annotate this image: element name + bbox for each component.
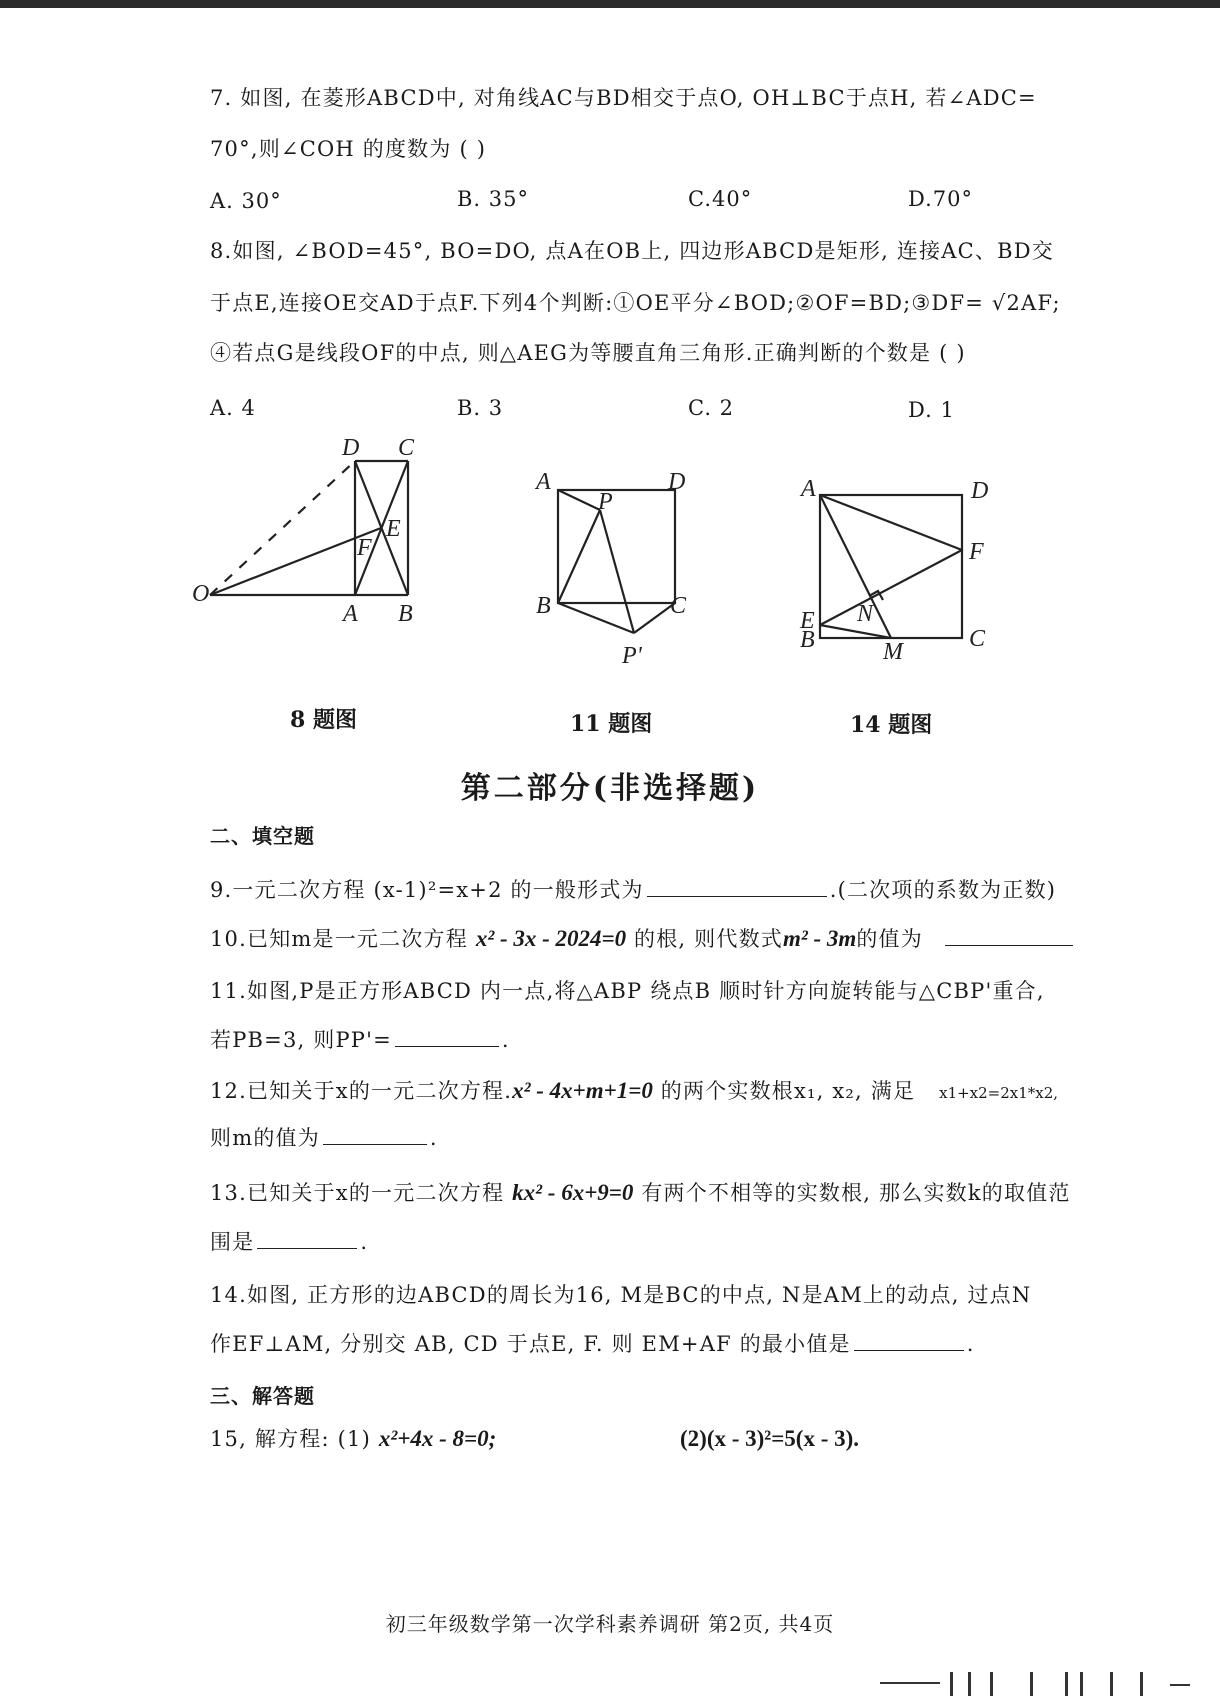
fig11-line-bp — [558, 510, 600, 603]
fig8-label-f: F — [357, 535, 372, 561]
q8-option-a: A. 4 — [210, 396, 256, 420]
page-footer: 初三年级数学第一次学科素养调研 第2页, 共4页 — [385, 1612, 835, 1636]
fig11-label-c: C — [670, 593, 687, 619]
fig8-label-e: E — [386, 516, 401, 542]
fig14-square-abcd — [820, 495, 962, 638]
q11-line2-suffix: . — [501, 1028, 510, 1052]
fig11-label-d: D — [668, 469, 686, 495]
fig8-label-c: C — [398, 435, 415, 461]
q12-prefix: 12.已知关于x的一元二次方程. — [210, 1079, 513, 1103]
q12-equation: x² - 4x+m+1=0 — [512, 1078, 653, 1103]
fig14-line-ef — [820, 550, 962, 625]
scan-mark — [1030, 1672, 1033, 1696]
scan-mark — [1110, 1672, 1113, 1696]
scan-mark — [950, 1672, 953, 1696]
fig11-label-p-prime: P' — [622, 643, 642, 669]
q11-line2 — [210, 1024, 510, 1055]
section-solve: 三、解答题 — [210, 1384, 315, 1408]
q8-option-b: B. 3 — [457, 396, 504, 420]
q10-line — [210, 923, 1076, 954]
q12-line2-suffix: . — [429, 1126, 438, 1150]
q8-line3: ④若点G是线段OF的中点, 则△AEG为等腰直角三角形.正确判断的个数是 ( ) — [210, 341, 966, 365]
q7-option-d: D.70° — [908, 187, 973, 211]
q10-equation: x² - 3x - 2024=0 — [475, 926, 627, 951]
q14-answer-blank[interactable] — [854, 1328, 964, 1351]
q12-answer-blank[interactable] — [323, 1122, 427, 1145]
q11-line1: 11.如图,P是正方形ABCD 内一点,将△ABP 绕点B 顺时针方向旋转能与△CBP'重合, — [210, 979, 1045, 1003]
top-border — [0, 0, 1220, 8]
fig11-label-a: A — [536, 469, 551, 495]
section-fill-in: 二、填空题 — [210, 824, 315, 848]
fig8-label-d: D — [342, 435, 360, 461]
q15-prefix: 15, 解方程: (1) — [210, 1427, 371, 1451]
figure-14 — [795, 475, 1005, 665]
q7-option-b: B. 35° — [457, 187, 530, 211]
q11-line2-prefix: 若PB=3, 则PP'= — [210, 1028, 392, 1052]
part2-title: 第二部分(非选择题) — [460, 771, 760, 806]
q7-option-c: C.40° — [688, 187, 753, 211]
scan-mark — [880, 1682, 940, 1684]
q14-line2-prefix: 作EF⊥AM, 分别交 AB, CD 于点E, F. 则 EM+AF 的最小值是 — [210, 1332, 851, 1356]
q13-suffix: 有两个不相等的实数根, 那么实数k的取值范 — [641, 1181, 1071, 1205]
fig8-line-od — [210, 461, 355, 595]
figure-11-caption: 11 题图 — [570, 711, 653, 737]
q8-line2: 于点E,连接OE交AD于点F.下列4个判断:①OE平分∠BOD;②OF=BD;③DF= √2AF; — [210, 291, 1061, 315]
q14-line1: 14.如图, 正方形的边ABCD的周长为16, M是BC的中点, N是AM上的动点, 过点N — [210, 1283, 1032, 1307]
fig14-line-am — [820, 495, 891, 638]
q9-suffix: .(二次项的系数为正数) — [829, 878, 1057, 902]
fig8-label-a: A — [343, 601, 358, 627]
fig14-label-e: E — [800, 608, 815, 634]
figure-8 — [190, 435, 440, 635]
fig11-line-pp — [600, 510, 634, 633]
q10-suffix: 的值为 — [856, 927, 923, 951]
q12-line2-prefix: 则m的值为 — [210, 1126, 320, 1150]
fig11-square-abcd — [558, 490, 675, 603]
q15-equation-1: x²+4x - 8=0; — [378, 1426, 497, 1451]
fig14-line-em — [820, 625, 891, 638]
fig14-label-c: C — [969, 626, 986, 652]
q12-condition: x1+x2=2x1*x2, — [939, 1084, 1059, 1102]
q11-answer-blank[interactable] — [395, 1024, 499, 1047]
q12-line2 — [210, 1122, 438, 1153]
q14-line2 — [210, 1328, 975, 1359]
q12-middle: 的两个实数根x₁, x₂, 满足 — [660, 1079, 916, 1103]
scan-mark — [1080, 1672, 1083, 1696]
q10-prefix: 10.已知m是一元二次方程 — [210, 927, 468, 951]
fig14-label-d: D — [971, 478, 989, 504]
fig8-label-b: B — [398, 601, 413, 627]
fig14-label-f: F — [969, 539, 984, 565]
fig14-label-n: N — [857, 601, 874, 627]
q13-prefix: 13.已知关于x的一元二次方程 — [210, 1181, 505, 1205]
figure-8-caption: 8 题图 — [290, 707, 357, 733]
fig11-label-b: B — [536, 593, 551, 619]
q7-line1: 7. 如图, 在菱形ABCD中, 对角线AC与BD相交于点O, OH⊥BC于点H, 若∠ADC= — [210, 86, 1037, 110]
fig11-line-bp2 — [558, 603, 634, 633]
q10-answer-blank[interactable] — [945, 923, 1073, 946]
scan-mark — [1170, 1684, 1190, 1686]
q15-equation-2: (2)(x - 3)²=5(x - 3). — [680, 1426, 860, 1451]
fig14-line-af — [820, 495, 962, 550]
q13-line2 — [210, 1226, 368, 1257]
q13-answer-blank[interactable] — [257, 1226, 357, 1249]
scan-mark — [990, 1672, 993, 1696]
q7-option-a: A. 30° — [210, 189, 282, 213]
q8-option-d: D. 1 — [908, 398, 955, 422]
q8-option-c: C. 2 — [688, 396, 735, 420]
q13-line2-prefix: 围是 — [210, 1230, 255, 1254]
fig8-label-o: O — [192, 581, 210, 607]
fig11-label-p: P — [598, 489, 613, 515]
q15-part2 — [680, 1424, 859, 1454]
q13-equation: kx² - 6x+9=0 — [512, 1180, 634, 1205]
q14-line2-suffix: . — [966, 1332, 975, 1356]
q9-prefix: 9.一元二次方程 (x-1)²=x+2 的一般形式为 — [210, 878, 644, 902]
scan-mark — [968, 1672, 971, 1696]
q10-expression: m² - 3m — [782, 926, 857, 951]
q10-middle: 的根, 则代数式 — [634, 927, 783, 951]
scan-mark — [1140, 1672, 1143, 1696]
q15-line — [210, 1424, 496, 1454]
q8-line1: 8.如图, ∠BOD=45°, BO=DO, 点A在OB上, 四边形ABCD是矩形, 连接AC、BD交 — [210, 239, 1054, 263]
q13-line2-suffix: . — [360, 1230, 369, 1254]
bottom-scan-marks — [840, 1668, 1200, 1698]
q9-answer-blank[interactable] — [647, 874, 827, 897]
q13-line1 — [210, 1178, 1071, 1208]
scan-mark — [1065, 1672, 1068, 1696]
figure-11 — [530, 465, 710, 675]
fig11-line-cp2 — [634, 603, 675, 633]
figure-14-caption: 14 题图 — [850, 712, 933, 738]
q12-line1 — [210, 1076, 1058, 1108]
fig11-line-ap — [558, 490, 600, 510]
fig14-label-m: M — [883, 639, 903, 665]
q9-line — [210, 874, 1056, 905]
q7-line2: 70°,则∠COH 的度数为 ( ) — [210, 137, 487, 161]
fig14-label-b: B — [800, 627, 815, 653]
fig14-label-a: A — [801, 476, 816, 502]
